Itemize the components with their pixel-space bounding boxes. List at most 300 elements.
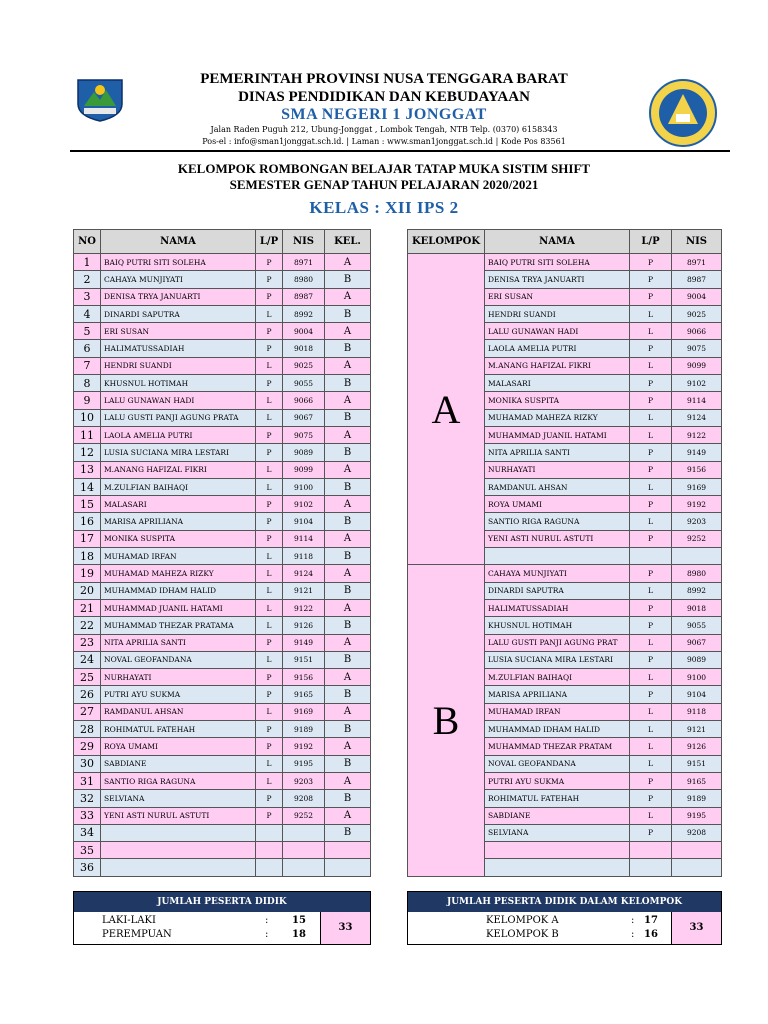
cell-lp: P [630, 530, 672, 547]
cell-no: 7 [74, 357, 101, 374]
cell-nis: 9114 [672, 392, 722, 409]
cell-no: 20 [74, 582, 101, 599]
cell-lp [256, 859, 283, 876]
cell-lp: P [630, 461, 672, 478]
cell-nama: M.ANANG HAFIZAL FIKRI [485, 357, 630, 374]
cell-nis: 9055 [672, 617, 722, 634]
cell-nis: 9118 [283, 548, 325, 565]
cell-nis: 9203 [283, 772, 325, 789]
cell-no: 28 [74, 721, 101, 738]
cell-lp: P [256, 721, 283, 738]
cell-nis: 9195 [672, 807, 722, 824]
cell-nis: 9169 [672, 478, 722, 495]
cell-lp: P [256, 271, 283, 288]
cell-lp: P [630, 686, 672, 703]
cell-nama: HENDRI SUANDI [485, 305, 630, 322]
summary-separator: : [631, 915, 635, 926]
cell-lp: L [630, 582, 672, 599]
cell-nama: BAIQ PUTRI SITI SOLEHA [101, 254, 256, 271]
cell-nama: LALU GUNAWAN HADI [101, 392, 256, 409]
cell-lp: L [630, 409, 672, 426]
cell-no: 23 [74, 634, 101, 651]
table-row [74, 703, 371, 720]
cell-lp: L [256, 703, 283, 720]
cell-kel: A [325, 392, 371, 409]
cell-nis: 9192 [672, 496, 722, 513]
cell-nis: 8971 [672, 254, 722, 271]
cell-lp: P [630, 254, 672, 271]
cell-nis: 9165 [672, 772, 722, 789]
cell-kel: B [325, 721, 371, 738]
cell-nis: 9208 [672, 824, 722, 841]
cell-no: 10 [74, 409, 101, 426]
cell-lp: L [256, 617, 283, 634]
summary-total: 33 [671, 912, 721, 944]
cell-nama [101, 842, 256, 859]
cell-nama: NOVAL GEOFANDANA [101, 651, 256, 668]
summary-group-title: JUMLAH PESERTA DIDIK DALAM KELOMPOK [408, 892, 721, 912]
table-row [74, 651, 371, 668]
table-row [74, 392, 371, 409]
cell-kel: A [325, 669, 371, 686]
cell-nama: SELVIANA [101, 790, 256, 807]
cell-kel: A [325, 530, 371, 547]
cell-nis: 9118 [672, 703, 722, 720]
cell-lp: P [256, 530, 283, 547]
cell-lp: L [256, 392, 283, 409]
table-row [74, 444, 371, 461]
group-label-group-a: A [408, 254, 485, 565]
cell-kel: B [325, 755, 371, 772]
cell-no: 11 [74, 426, 101, 443]
cell-nis: 8971 [283, 254, 325, 271]
cell-nama: MONIKA SUSPITA [485, 392, 630, 409]
cell-kel: A [325, 288, 371, 305]
cell-nis: 8980 [672, 565, 722, 582]
summary-total: 33 [320, 912, 370, 944]
cell-nis [672, 859, 722, 876]
cell-no: 5 [74, 323, 101, 340]
col-header-kelompok: KELOMPOK [408, 230, 485, 254]
cell-nis: 9102 [672, 375, 722, 392]
cell-lp: P [256, 686, 283, 703]
cell-kel: A [325, 807, 371, 824]
table-row [74, 288, 371, 305]
table-row [74, 323, 371, 340]
cell-nama: YENI ASTI NURUL ASTUTI [485, 530, 630, 547]
cell-nama: DINARDI SAPUTRA [485, 582, 630, 599]
cell-lp: P [256, 790, 283, 807]
cell-kel: B [325, 513, 371, 530]
cell-nis: 9055 [283, 375, 325, 392]
document-subtitle: SEMESTER GENAP TAHUN PELAJARAN 2020/2021 [229, 177, 539, 192]
letterhead-contact: Pos-el : info@sman1jonggat.sch.id. | Laman : www.sman1jonggat.sch.id | Kode Pos 83561 [202, 137, 566, 146]
table-row [74, 357, 371, 374]
cell-nis [672, 548, 722, 565]
cell-no: 9 [74, 392, 101, 409]
cell-kel: B [325, 478, 371, 495]
col-header-kel: KEL. [325, 230, 371, 254]
cell-nama: ROYA UMAMI [101, 738, 256, 755]
cell-nis [283, 824, 325, 841]
cell-kel: A [325, 599, 371, 616]
cell-nama: RAMDANUL AHSAN [485, 478, 630, 495]
table-row [74, 669, 371, 686]
cell-nis: 9122 [672, 426, 722, 443]
cell-nis: 9066 [672, 323, 722, 340]
cell-nis: 8987 [672, 271, 722, 288]
cell-nis: 9252 [672, 530, 722, 547]
cell-nama: SANTIO RIGA RAGUNA [485, 513, 630, 530]
cell-nis: 9189 [283, 721, 325, 738]
col-header-lp: L/P [630, 230, 672, 254]
cell-nama: ROYA UMAMI [485, 496, 630, 513]
cell-nama: ERI SUSAN [101, 323, 256, 340]
document-title: KELOMPOK ROMBONGAN BELAJAR TATAP MUKA SISTIM SHIFT [177, 161, 591, 176]
cell-no: 19 [74, 565, 101, 582]
cell-lp: P [256, 323, 283, 340]
cell-no: 8 [74, 375, 101, 392]
cell-nama: LALU GUNAWAN HADI [485, 323, 630, 340]
cell-lp: L [630, 634, 672, 651]
cell-no: 21 [74, 599, 101, 616]
cell-nis: 9203 [672, 513, 722, 530]
letterhead [0, 70, 768, 148]
cell-nis: 9189 [672, 790, 722, 807]
cell-nis: 9121 [672, 721, 722, 738]
cell-lp [256, 824, 283, 841]
col-header-nis: NIS [283, 230, 325, 254]
cell-nama: KHUSNUL HOTIMAH [485, 617, 630, 634]
cell-lp [630, 548, 672, 565]
cell-nama: KHUSNUL HOTIMAH [101, 375, 256, 392]
cell-nama: M.ANANG HAFIZAL FIKRI [101, 461, 256, 478]
cell-nama: PUTRI AYU SUKMA [485, 772, 630, 789]
cell-lp: P [256, 444, 283, 461]
cell-nis: 9004 [672, 288, 722, 305]
cell-lp: P [630, 651, 672, 668]
cell-nis: 9149 [283, 634, 325, 651]
table-row [74, 634, 371, 651]
cell-nis: 9156 [283, 669, 325, 686]
cell-lp: L [630, 478, 672, 495]
cell-nama [485, 859, 630, 876]
col-header-nama: NAMA [101, 230, 256, 254]
cell-nis: 9126 [283, 617, 325, 634]
cell-nis [283, 842, 325, 859]
cell-nama: MUHAMAD MAHEZA RIZKY [485, 409, 630, 426]
cell-nis: 8987 [283, 288, 325, 305]
cell-lp: L [256, 582, 283, 599]
cell-lp: P [256, 254, 283, 271]
table-row [74, 565, 371, 582]
cell-lp: P [630, 444, 672, 461]
table-header-row [408, 230, 722, 254]
cell-nama: DENISA TRYA JANUARTI [101, 288, 256, 305]
cell-nis: 9089 [283, 444, 325, 461]
table-row [74, 686, 371, 703]
cell-lp: L [630, 669, 672, 686]
summary-label: KELOMPOK B [486, 929, 559, 940]
cell-nis [672, 842, 722, 859]
table-row [74, 790, 371, 807]
letterhead-school-name: SMA NEGERI 1 JONGGAT [281, 106, 487, 123]
cell-no: 12 [74, 444, 101, 461]
cell-nama: NITA APRILIA SANTI [101, 634, 256, 651]
cell-lp: L [630, 755, 672, 772]
cell-nis: 9192 [283, 738, 325, 755]
table-row [74, 721, 371, 738]
cell-no: 1 [74, 254, 101, 271]
table-row [74, 340, 371, 357]
summary-gender-box [73, 891, 371, 945]
cell-no: 14 [74, 478, 101, 495]
cell-nama: NOVAL GEOFANDANA [485, 755, 630, 772]
cell-nis: 9252 [283, 807, 325, 824]
cell-lp: L [256, 651, 283, 668]
cell-nama: SABDIANE [485, 807, 630, 824]
cell-no: 13 [74, 461, 101, 478]
cell-kel: B [325, 790, 371, 807]
cell-lp: L [630, 513, 672, 530]
summary-row [102, 915, 322, 926]
table-row [74, 254, 371, 271]
cell-lp: L [256, 478, 283, 495]
cell-nama: MUHAMMAD THEZAR PRATAM [485, 738, 630, 755]
col-header-nis: NIS [672, 230, 722, 254]
cell-no: 3 [74, 288, 101, 305]
cell-lp: P [256, 634, 283, 651]
cell-lp: P [256, 340, 283, 357]
cell-nama: MUHAMMAD IDHAM HALID [485, 721, 630, 738]
cell-kel: A [325, 634, 371, 651]
cell-nama: HALIMATUSSADIAH [485, 599, 630, 616]
cell-nama: NITA APRILIA SANTI [485, 444, 630, 461]
table-row [74, 305, 371, 322]
table-row [74, 755, 371, 772]
cell-lp: L [256, 755, 283, 772]
cell-no: 4 [74, 305, 101, 322]
cell-kel: A [325, 254, 371, 271]
cell-kel: B [325, 444, 371, 461]
letterhead-province: PEMERINTAH PROVINSI NUSA TENGGARA BARAT [200, 71, 568, 87]
summary-group-box [407, 891, 722, 945]
summary-gender-title: JUMLAH PESERTA DIDIK [74, 892, 370, 912]
cell-no: 35 [74, 842, 101, 859]
summary-value: 17 [644, 915, 658, 926]
group-list-table [407, 229, 722, 877]
cell-lp: L [630, 703, 672, 720]
table-row [408, 254, 722, 271]
cell-nis: 9099 [283, 461, 325, 478]
summary-label: LAKI-LAKI [102, 915, 156, 926]
table-row [74, 807, 371, 824]
cell-lp: P [630, 496, 672, 513]
cell-nis: 9089 [672, 651, 722, 668]
cell-lp: P [256, 426, 283, 443]
cell-lp: L [256, 305, 283, 322]
cell-nis: 9025 [672, 305, 722, 322]
cell-kel: B [325, 824, 371, 841]
table-row [74, 738, 371, 755]
table-row [74, 271, 371, 288]
cell-kel: A [325, 496, 371, 513]
table-row [74, 582, 371, 599]
cell-nama: RAMDANUL AHSAN [101, 703, 256, 720]
cell-nama: DINARDI SAPUTRA [101, 305, 256, 322]
cell-nama: NURHAYATI [101, 669, 256, 686]
letterhead-divider [70, 150, 730, 152]
cell-nama: LUSIA SUCIANA MIRA LESTARI [485, 651, 630, 668]
cell-nis: 8992 [283, 305, 325, 322]
cell-nama: LALU GUSTI PANJI AGUNG PRATA [101, 409, 256, 426]
table-row [74, 842, 371, 859]
cell-no: 25 [74, 669, 101, 686]
cell-nama [485, 842, 630, 859]
col-header-lp: L/P [256, 230, 283, 254]
summary-row [486, 915, 666, 926]
letterhead-department: DINAS PENDIDIKAN DAN KEBUDAYAAN [238, 89, 530, 105]
cell-lp: P [630, 288, 672, 305]
cell-lp: L [256, 599, 283, 616]
cell-kel: B [325, 686, 371, 703]
cell-nis: 9124 [283, 565, 325, 582]
summary-separator: : [265, 915, 269, 926]
cell-nis [283, 859, 325, 876]
cell-no: 6 [74, 340, 101, 357]
table-row [74, 513, 371, 530]
table-row [74, 548, 371, 565]
cell-nis: 9025 [283, 357, 325, 374]
cell-nis: 9018 [672, 599, 722, 616]
col-header-no: NO [74, 230, 101, 254]
cell-nama: LAOLA AMELIA PUTRI [101, 426, 256, 443]
cell-lp: P [256, 513, 283, 530]
cell-nis: 9004 [283, 323, 325, 340]
cell-lp: P [256, 288, 283, 305]
cell-nama: MALASARI [485, 375, 630, 392]
cell-lp: P [256, 496, 283, 513]
cell-nama: ROHIMATUL FATEHAH [101, 721, 256, 738]
cell-kel [325, 859, 371, 876]
cell-no: 30 [74, 755, 101, 772]
cell-lp: L [256, 548, 283, 565]
table-row [74, 824, 371, 841]
cell-no: 34 [74, 824, 101, 841]
cell-kel: A [325, 703, 371, 720]
cell-nis: 9114 [283, 530, 325, 547]
table-row [74, 461, 371, 478]
cell-lp: L [256, 461, 283, 478]
cell-nama: SELVIANA [485, 824, 630, 841]
cell-no: 15 [74, 496, 101, 513]
cell-nama: ROHIMATUL FATEHAH [485, 790, 630, 807]
table-row [74, 530, 371, 547]
cell-lp: L [256, 565, 283, 582]
cell-nama: MALASARI [101, 496, 256, 513]
cell-nis: 9122 [283, 599, 325, 616]
cell-no: 26 [74, 686, 101, 703]
cell-no: 31 [74, 772, 101, 789]
cell-lp: L [630, 426, 672, 443]
cell-kel: A [325, 565, 371, 582]
cell-lp: P [630, 271, 672, 288]
summary-label: PEREMPUAN [102, 929, 172, 940]
cell-nama: M.ZULFIAN BAIHAQI [485, 669, 630, 686]
cell-lp: L [630, 738, 672, 755]
cell-nis: 9075 [283, 426, 325, 443]
cell-lp [256, 842, 283, 859]
cell-kel: A [325, 772, 371, 789]
letterhead-address: Jalan Raden Puguh 212, Ubung-Jonggat , Lombok Tengah, NTB Telp. (0370) 6158343 [210, 125, 558, 134]
cell-nama [101, 824, 256, 841]
cell-nis: 9126 [672, 738, 722, 755]
cell-no: 24 [74, 651, 101, 668]
cell-no: 22 [74, 617, 101, 634]
cell-nis: 9156 [672, 461, 722, 478]
cell-nis: 9165 [283, 686, 325, 703]
cell-kel: B [325, 409, 371, 426]
summary-label: KELOMPOK A [486, 915, 559, 926]
cell-lp [630, 859, 672, 876]
table-header-row [74, 230, 371, 254]
cell-lp: L [256, 409, 283, 426]
cell-nama: LUSIA SUCIANA MIRA LESTARI [101, 444, 256, 461]
cell-nis: 9121 [283, 582, 325, 599]
cell-lp: P [630, 599, 672, 616]
cell-nama: MUHAMMAD JUANIL HATAMI [485, 426, 630, 443]
cell-nama: CAHAYA MUNJIYATI [485, 565, 630, 582]
cell-nama: LAOLA AMELIA PUTRI [485, 340, 630, 357]
cell-lp: L [630, 357, 672, 374]
cell-nama: DENISA TRYA JANUARTI [485, 271, 630, 288]
cell-nama: NURHAYATI [485, 461, 630, 478]
cell-nis: 9066 [283, 392, 325, 409]
cell-no: 16 [74, 513, 101, 530]
table-row [74, 772, 371, 789]
cell-nis: 9151 [283, 651, 325, 668]
cell-nama: SABDIANE [101, 755, 256, 772]
cell-kel: B [325, 271, 371, 288]
cell-no: 29 [74, 738, 101, 755]
table-row [74, 496, 371, 513]
cell-kel: B [325, 340, 371, 357]
cell-nama: MUHAMAD MAHEZA RIZKY [101, 565, 256, 582]
summary-value: 16 [644, 929, 658, 940]
cell-nama: SANTIO RIGA RAGUNA [101, 772, 256, 789]
cell-nama: MARISA APRILIANA [101, 513, 256, 530]
summary-value: 15 [292, 915, 306, 926]
cell-nama [485, 548, 630, 565]
cell-nis: 9102 [283, 496, 325, 513]
table-row [74, 617, 371, 634]
cell-lp: P [256, 669, 283, 686]
cell-lp: P [256, 375, 283, 392]
cell-nis: 9100 [672, 669, 722, 686]
cell-lp: P [630, 772, 672, 789]
summary-separator: : [631, 929, 635, 940]
cell-lp: L [256, 772, 283, 789]
cell-nama [101, 859, 256, 876]
cell-nis: 9151 [672, 755, 722, 772]
cell-nama: MUHAMMAD JUANIL HATAMI [101, 599, 256, 616]
cell-nis: 9018 [283, 340, 325, 357]
cell-nis: 9067 [283, 409, 325, 426]
cell-nama: MUHAMMAD IDHAM HALID [101, 582, 256, 599]
cell-kel: B [325, 548, 371, 565]
student-list-table [73, 229, 371, 877]
cell-lp: L [630, 807, 672, 824]
